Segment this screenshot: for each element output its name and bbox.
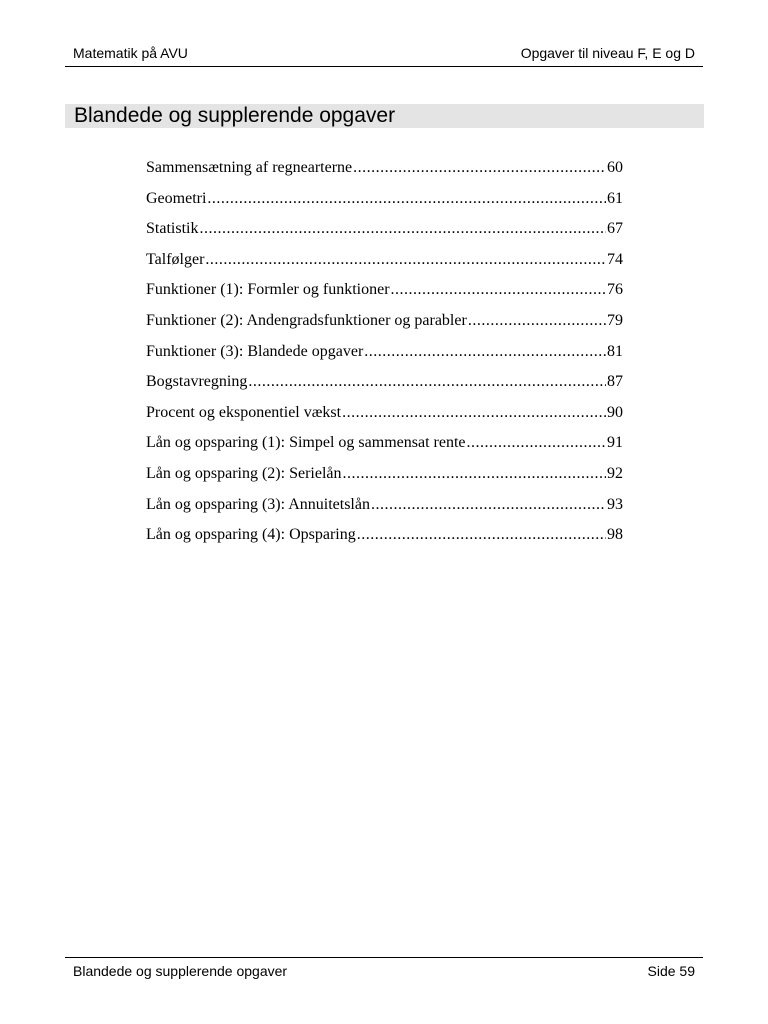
toc-entry-label: Funktioner (1): Formler og funktioner xyxy=(146,281,390,299)
section-title: Blandede og supplerende opgaver xyxy=(65,104,704,128)
toc-dot-leader xyxy=(466,431,606,455)
toc-entry[interactable] xyxy=(146,217,623,248)
toc-dot-leader xyxy=(468,309,606,333)
toc-entry-label: Lån og opsparing (3): Annuitetslån xyxy=(146,495,370,513)
toc-entry-label: Bogstavregning xyxy=(146,373,248,391)
toc-entry-page: 98 xyxy=(607,526,623,544)
header-level-info: Opgaver til niveau F, E og D xyxy=(520,45,695,61)
toc-entry-page: 91 xyxy=(607,434,623,452)
header-document-title: Matematik på AVU xyxy=(73,45,188,61)
toc-entry-page: 67 xyxy=(607,220,623,238)
toc-dot-leader xyxy=(364,340,606,364)
toc-dot-leader xyxy=(207,187,606,211)
toc-entry-page: 74 xyxy=(607,250,623,268)
toc-entry-page: 87 xyxy=(607,373,623,391)
toc-dot-leader xyxy=(357,523,606,547)
toc-entry-label: Geometri xyxy=(146,189,207,207)
toc-entry-page: 61 xyxy=(607,189,623,207)
toc-entry-page: 93 xyxy=(607,495,623,513)
toc-dot-leader xyxy=(353,156,606,180)
page-header xyxy=(65,44,703,67)
toc-entry-label: Talfølger xyxy=(146,250,205,268)
toc-entry-page: 79 xyxy=(607,311,623,329)
toc-entry[interactable] xyxy=(146,401,623,432)
toc-entry-label: Lån og opsparing (1): Simpel og sammensat rente xyxy=(146,434,466,452)
toc-entry[interactable] xyxy=(146,309,623,340)
toc-entry-page: 90 xyxy=(607,403,623,421)
toc-entry-label: Funktioner (3): Blandede opgaver xyxy=(146,342,364,360)
toc-dot-leader xyxy=(391,278,606,302)
toc-entry[interactable] xyxy=(146,187,623,218)
toc-entry[interactable] xyxy=(146,431,623,462)
toc-entry[interactable] xyxy=(146,248,623,279)
toc-entry-label: Sammensætning af regnearterne xyxy=(146,159,353,176)
toc-dot-leader xyxy=(199,217,606,241)
toc-entry-label: Lån og opsparing (2): Serielån xyxy=(146,464,342,482)
toc-entry[interactable] xyxy=(146,370,623,401)
toc-entry[interactable] xyxy=(146,278,623,309)
toc-entry[interactable] xyxy=(146,493,623,524)
table-of-contents xyxy=(146,156,623,554)
toc-dot-leader xyxy=(205,248,606,272)
toc-dot-leader xyxy=(248,370,606,394)
toc-entry[interactable] xyxy=(146,156,623,187)
toc-entry-label: Funktioner (2): Andengradsfunktioner og parabler xyxy=(146,311,467,329)
toc-entry[interactable] xyxy=(146,462,623,493)
toc-entry-page: 76 xyxy=(607,281,623,299)
footer-section-title: Blandede og supplerende opgaver xyxy=(73,963,288,979)
toc-entry-page: 92 xyxy=(607,464,623,482)
toc-entry-label: Statistik xyxy=(146,220,199,238)
toc-entry-page: 60 xyxy=(607,159,623,176)
toc-dot-leader xyxy=(343,462,607,486)
toc-entry[interactable] xyxy=(146,340,623,371)
toc-dot-leader xyxy=(342,401,606,425)
toc-dot-leader xyxy=(371,493,606,517)
page-footer xyxy=(65,957,703,980)
toc-entry-label: Procent og eksponentiel vækst xyxy=(146,403,342,421)
toc-entry-label: Lån og opsparing (4): Opsparing xyxy=(146,526,356,544)
footer-page-number: Side 59 xyxy=(647,963,695,979)
toc-entry[interactable] xyxy=(146,523,623,554)
toc-entry-page: 81 xyxy=(607,342,623,360)
